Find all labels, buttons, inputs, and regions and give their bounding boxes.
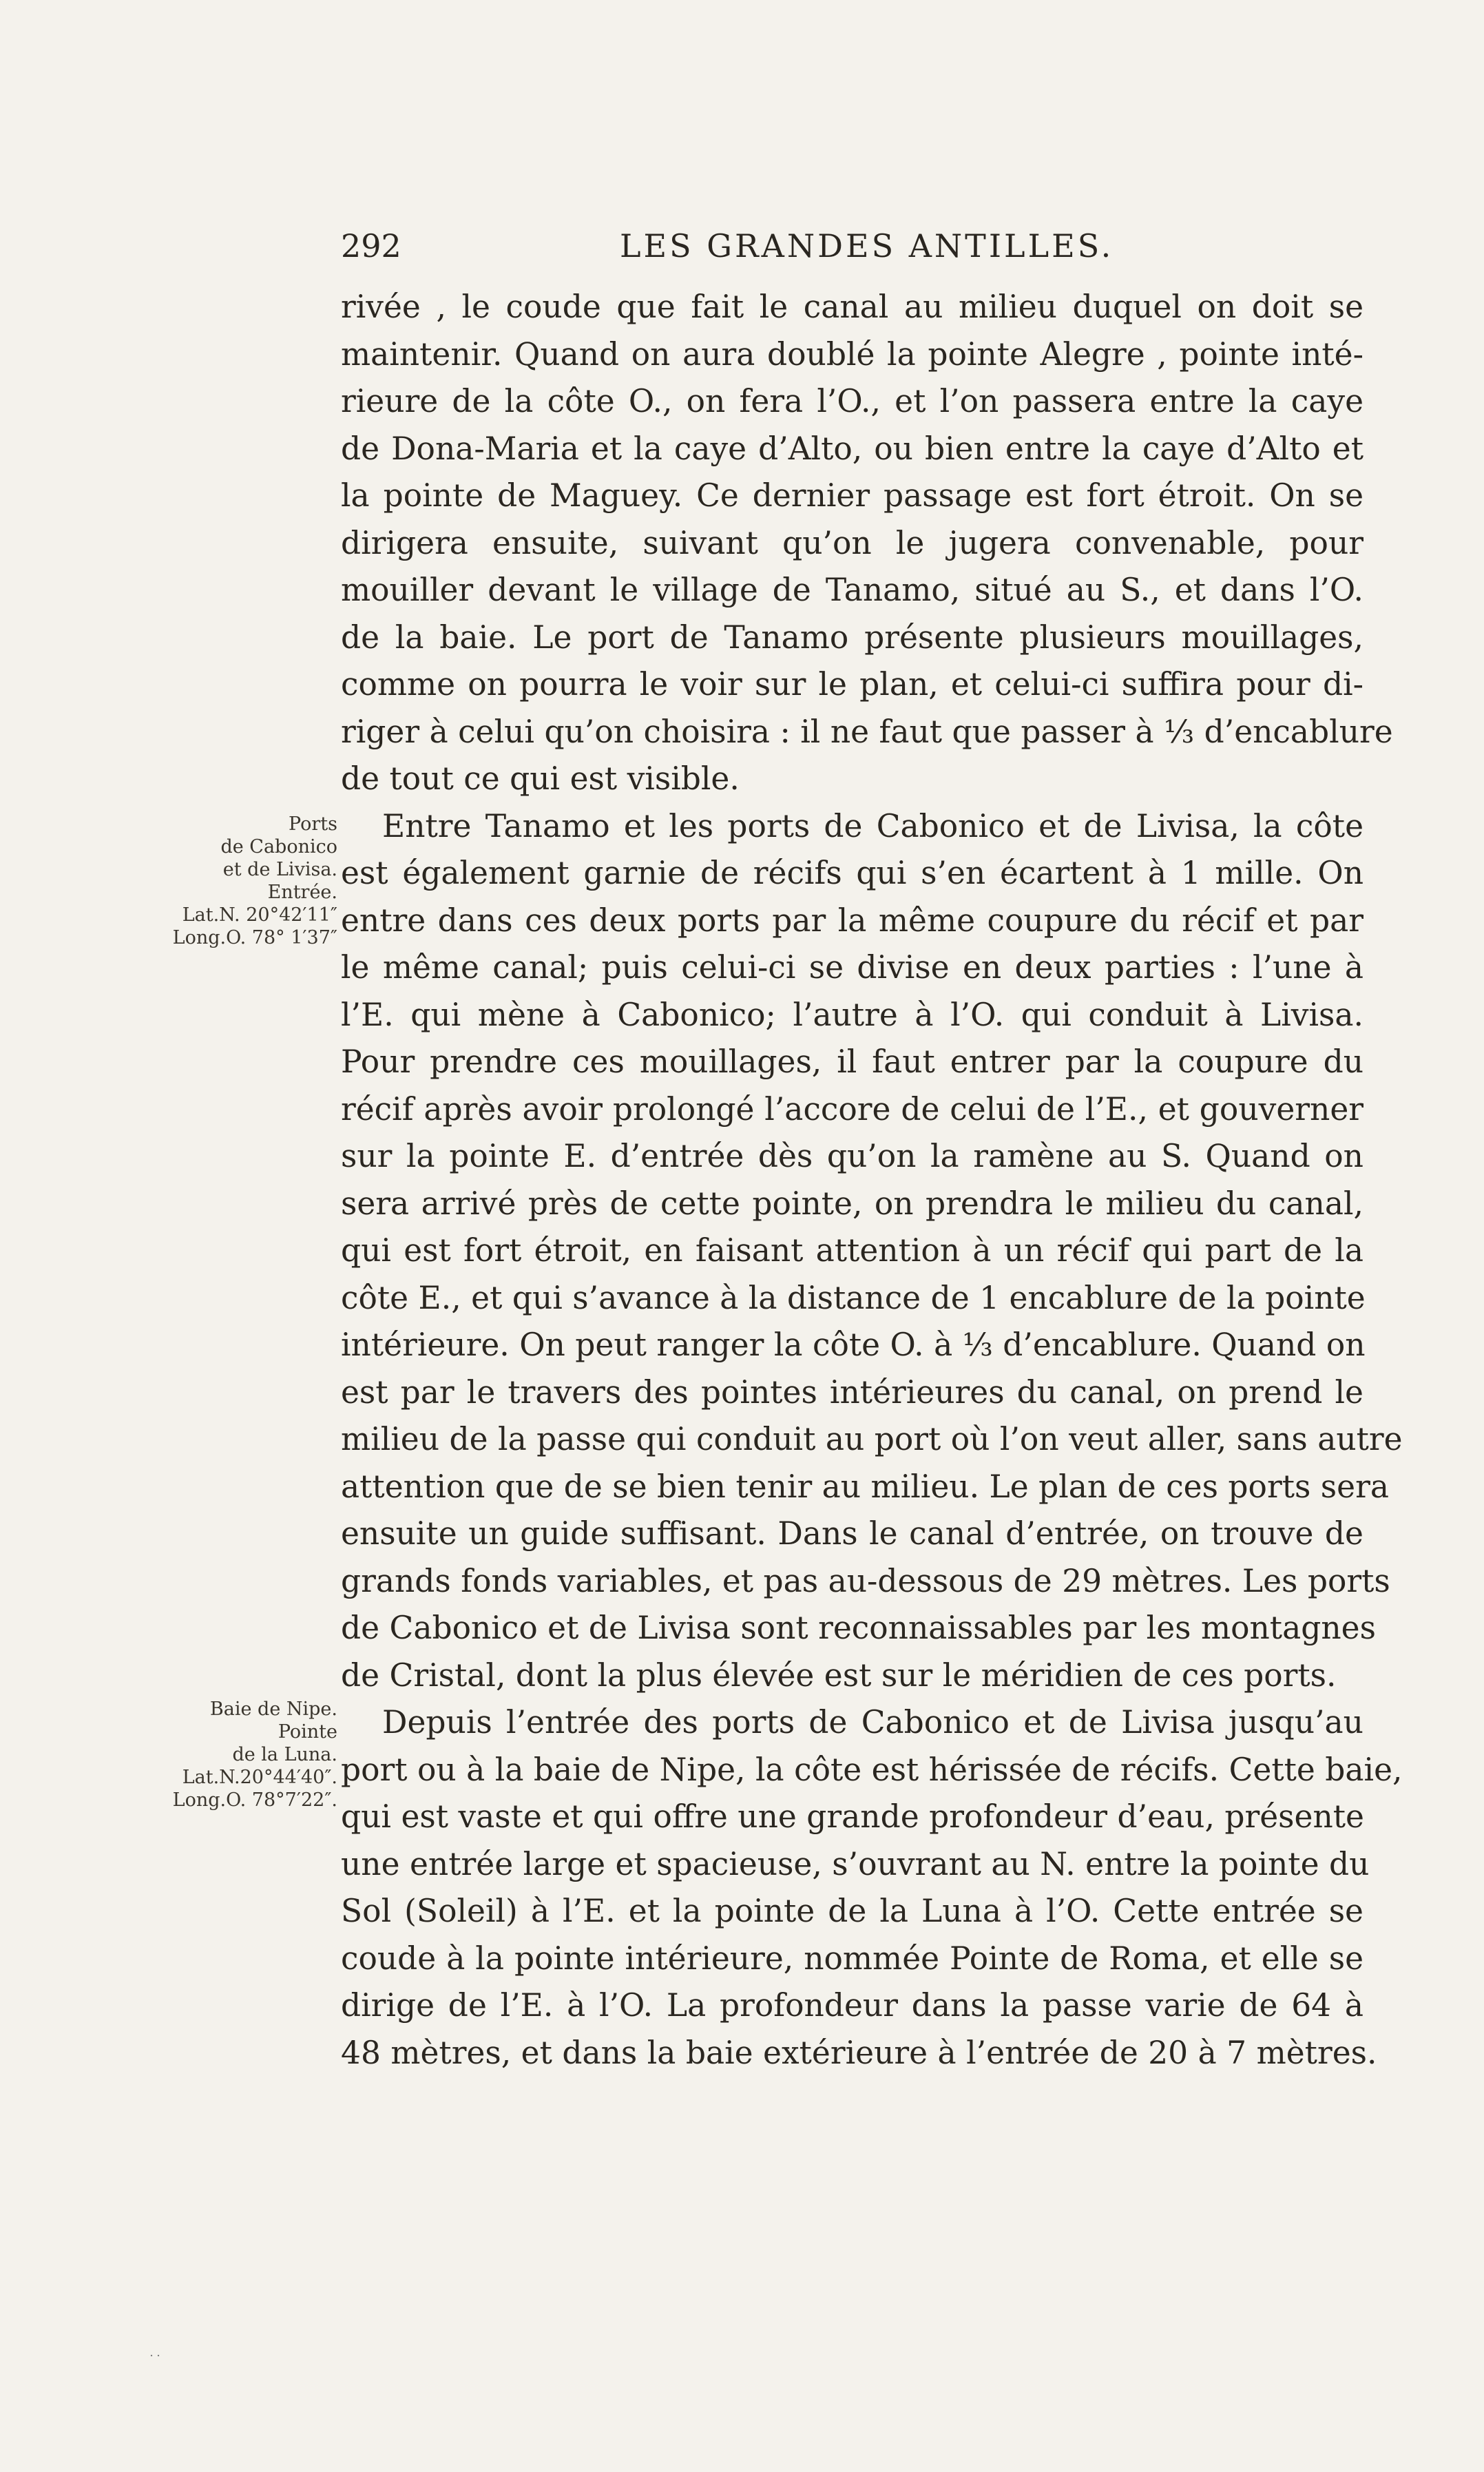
text-line: attention que de se bien tenir au milieu. Le plan de ces ports sera	[341, 1468, 1389, 1505]
text-line: la pointe de Maguey. Ce dernier passage est fort étroit. On se	[341, 477, 1363, 514]
margin-note-line: et de Livisa.	[222, 859, 337, 880]
text-line: entre dans ces deux ports par la même coupure du récif et par	[341, 902, 1363, 939]
text-line: intérieure. On peut ranger la côte O. à ⅓ d’encablure. Quand on	[341, 1327, 1366, 1363]
margin-note-line: Pointe	[278, 1721, 337, 1743]
margin-note-line: Lat.N.20°44′40″.	[182, 1767, 337, 1788]
running-header	[341, 227, 1374, 276]
text-line: de Cristal, dont la plus élevée est sur le méridien de ces ports.	[341, 1656, 1337, 1694]
text-line: coude à la pointe intérieure, nommée Pointe de Roma, et elle se	[341, 1940, 1363, 1977]
text-line: qui est vaste et qui offre une grande profondeur d’eau, présente	[341, 1798, 1364, 1835]
text-line: l’E. qui mène à Cabonico; l’autre à l’O. qui conduit à Livisa.	[341, 996, 1363, 1033]
text-line: Pour prendre ces mouillages, il faut entrer par la coupure du	[341, 1043, 1363, 1080]
text-line: grands fonds variables, et pas au-dessous de 29 mètres. Les ports	[341, 1562, 1390, 1599]
stray-ink-mark: ˙˙	[148, 2352, 162, 2369]
text-line: rivée , le coude que fait le canal au milieu duquel on doit se	[341, 289, 1363, 325]
text-line: est également garnie de récifs qui s’en écartent à 1 mille. On	[341, 855, 1363, 891]
page-number: 292	[341, 227, 401, 264]
text-line: de Dona-Maria et la caye d’Alto, ou bien entre la caye d’Alto et	[341, 430, 1363, 467]
margin-note-line: de Cabonico	[220, 836, 337, 858]
text-line: rieure de la côte O., on fera l’O., et l’on passera entre la caye	[341, 383, 1363, 419]
text-line: maintenir. Quand on aura doublé la pointe Alegre , pointe inté-	[341, 335, 1363, 373]
text-line: dirigera ensuite, suivant qu’on le jugera convenable, pour	[341, 524, 1363, 561]
text-line: côte E., et qui s’avance à la distance de 1 encablure de la pointe	[341, 1279, 1366, 1316]
paragraph-start-line: Depuis l’entrée des ports de Cabonico et de Livisa jusqu’au	[382, 1704, 1363, 1741]
margin-note-line: Long.O. 78°7′22″.	[172, 1789, 337, 1811]
margin-note-line: Lat.N. 20°42′11″	[182, 904, 337, 926]
text-line: mouiller devant le village de Tanamo, situé au S., et dans l’O.	[341, 572, 1363, 608]
text-line: de Cabonico et de Livisa sont reconnaissables par les montagnes	[341, 1610, 1376, 1646]
text-line: le même canal; puis celui-ci se divise en deux parties : l’une à	[341, 949, 1363, 986]
text-line: de la baie. Le port de Tanamo présente plusieurs mouillages,	[341, 619, 1363, 656]
text-line: de tout ce qui est visible.	[341, 760, 740, 797]
running-title: LES GRANDES ANTILLES.	[620, 227, 1114, 264]
text-line: qui est fort étroit, en faisant attention à un récif qui part de la	[341, 1232, 1363, 1269]
text-line: port ou à la baie de Nipe, la côte est hérissée de récifs. Cette baie,	[341, 1751, 1403, 1788]
text-line: Sol (Soleil) à l’E. et la pointe de la Luna à l’O. Cette entrée se	[341, 1893, 1363, 1929]
text-line: sur la pointe E. d’entrée dès qu’on la ramène au S. Quand on	[341, 1138, 1363, 1174]
text-line: comme on pourra le voir sur le plan, et celui-ci suffira pour di-	[341, 666, 1363, 703]
margin-note-nipe	[117, 1698, 337, 1811]
text-line: milieu de la passe qui conduit au port où l’on veut aller, sans autre	[341, 1421, 1403, 1457]
text-line: sera arrivé près de cette pointe, on prendra le milieu du canal,	[341, 1185, 1363, 1222]
margin-note-cabonico	[117, 813, 337, 949]
paragraph-start-line: Entre Tanamo et les ports de Cabonico et de Livisa, la côte	[382, 807, 1363, 844]
text-line: 48 mètres, et dans la baie extérieure à l’entrée de 20 à 7 mètres.	[341, 2034, 1377, 2071]
text-line: riger à celui qu’on choisira : il ne faut que passer à ⅓ d’encablure	[341, 713, 1393, 750]
text-line: dirige de l’E. à l’O. La profondeur dans la passe varie de 64 à	[341, 1987, 1363, 2024]
text-line: récif après avoir prolongé l’accore de celui de l’E., et gouverner	[341, 1090, 1363, 1128]
margin-note-line: Baie de Nipe.	[209, 1699, 337, 1720]
margin-note-line: de la Luna.	[232, 1744, 337, 1765]
margin-note-line: Ports	[289, 813, 337, 835]
margin-note-line: Entrée.	[267, 882, 337, 903]
text-line: est par le travers des pointes intérieures du canal, on prend le	[341, 1373, 1363, 1411]
body-text	[341, 284, 1403, 2077]
text-line: ensuite un guide suffisant. Dans le canal d’entrée, on trouve de	[341, 1515, 1363, 1552]
text-line: une entrée large et spacieuse, s’ouvrant au N. entre la pointe du	[341, 1845, 1370, 1882]
margin-note-line: Long.O. 78° 1′37″	[172, 927, 337, 948]
